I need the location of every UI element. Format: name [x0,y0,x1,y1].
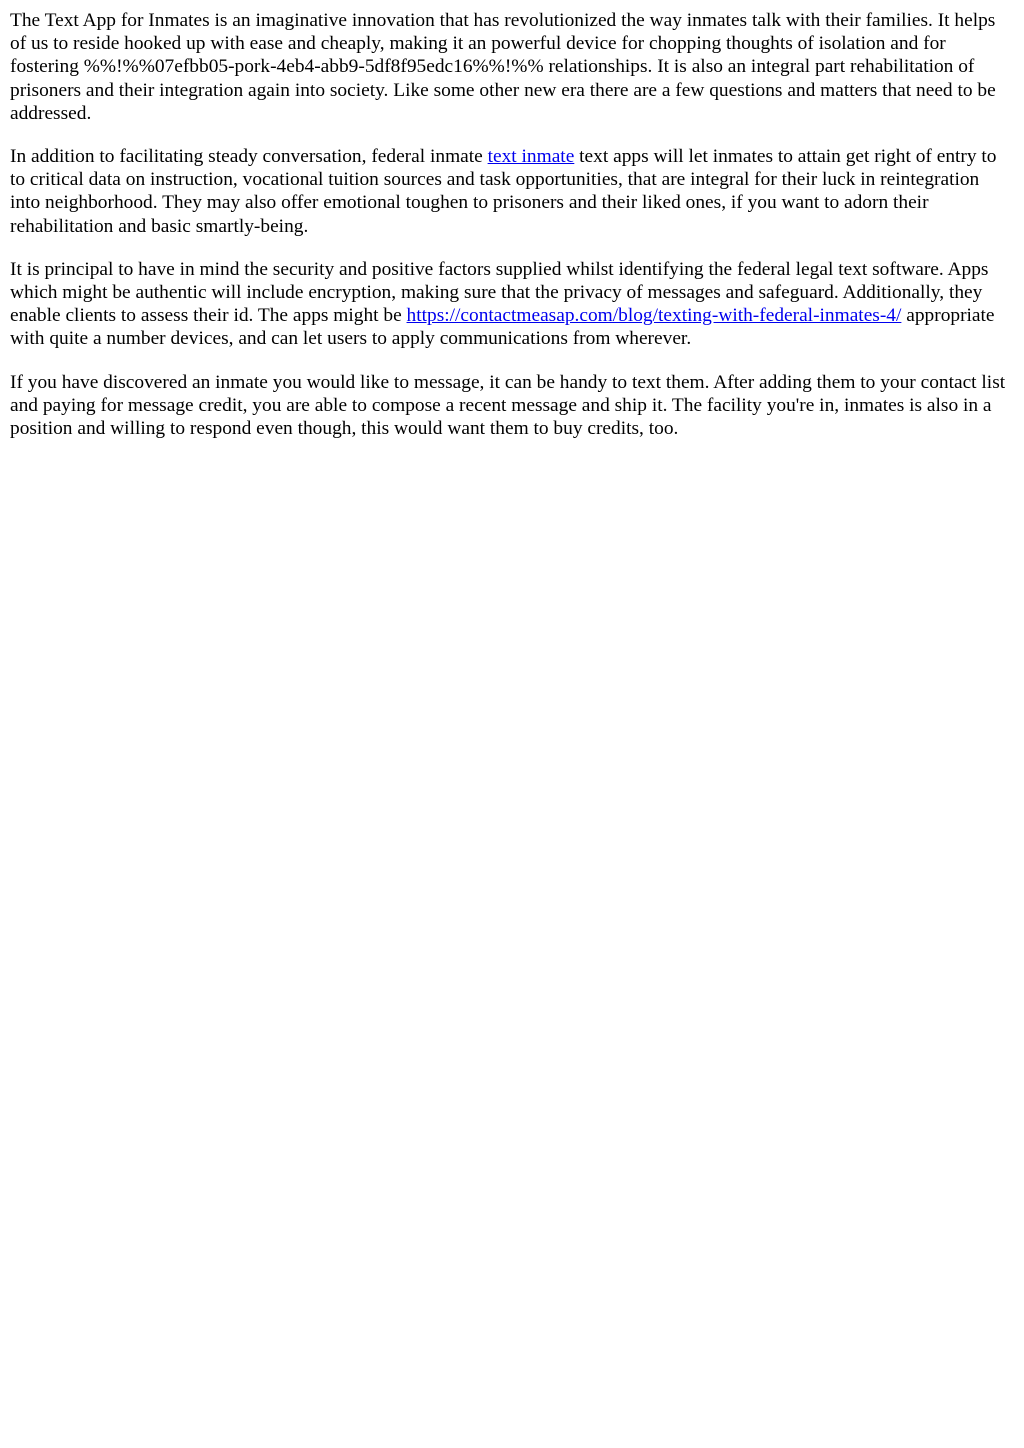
paragraph-text-end: appropriate with quite a number devices, and can let users to apply communications from wherever. [10,305,995,350]
paragraph-communication [10,145,1014,238]
paragraph-text-start: It is principal to have in mind the security and positive factors supplied whilst identifying the federal legal text software. Apps which might be authentic will include encryption, making sure that the privacy of messages and safeguard. Additionally, they enable clients to assess their id. The apps might be [10,258,989,327]
text-inmate-link[interactable]: text inmate [487,146,575,168]
paragraph-messaging: If you have discovered an inmate you would like to message, it can be handy to text them. After adding them to your contact list and paying for message credit, you are able to compose a recent message and ship it. The facility you're in, inmates is also in a position and willing to respond even though, this would want them to buy credits, too. [10,371,1006,440]
article-body [0,0,1024,440]
paragraph-text-start: In addition to facilitating steady conversation, federal inmate [10,146,488,168]
paragraph-intro: The Text App for Inmates is an imaginative innovation that has revolutionized the way inmates talk with their families. It helps of us to reside hooked up with ease and cheaply, making it an powerful device for chopping thoughts of isolation and for fostering %%!%%07efbb05-pork-4eb4-abb9-5df8f95edc16%%!%% relationships. It is also an integral part rehabilitation of prisoners and their integration again into society. Like some other new era there are a few questions and matters that need to be addressed. [10,10,996,124]
contactmeasap-link[interactable]: https://contactmeasap.com/blog/texting-with-federal-inmates-4/ [406,305,902,327]
paragraph-text-end: text apps will let inmates to attain get right of entry to to critical data on instruction, vocational tuition sources and task opportunities, that are integral for their luck in reintegration into neighborhood. They may also offer emotional toughen to prisoners and their liked ones, if you want to adorn their rehabilitation and basic smartly-being. [10,146,997,237]
paragraph-security [10,258,1014,351]
